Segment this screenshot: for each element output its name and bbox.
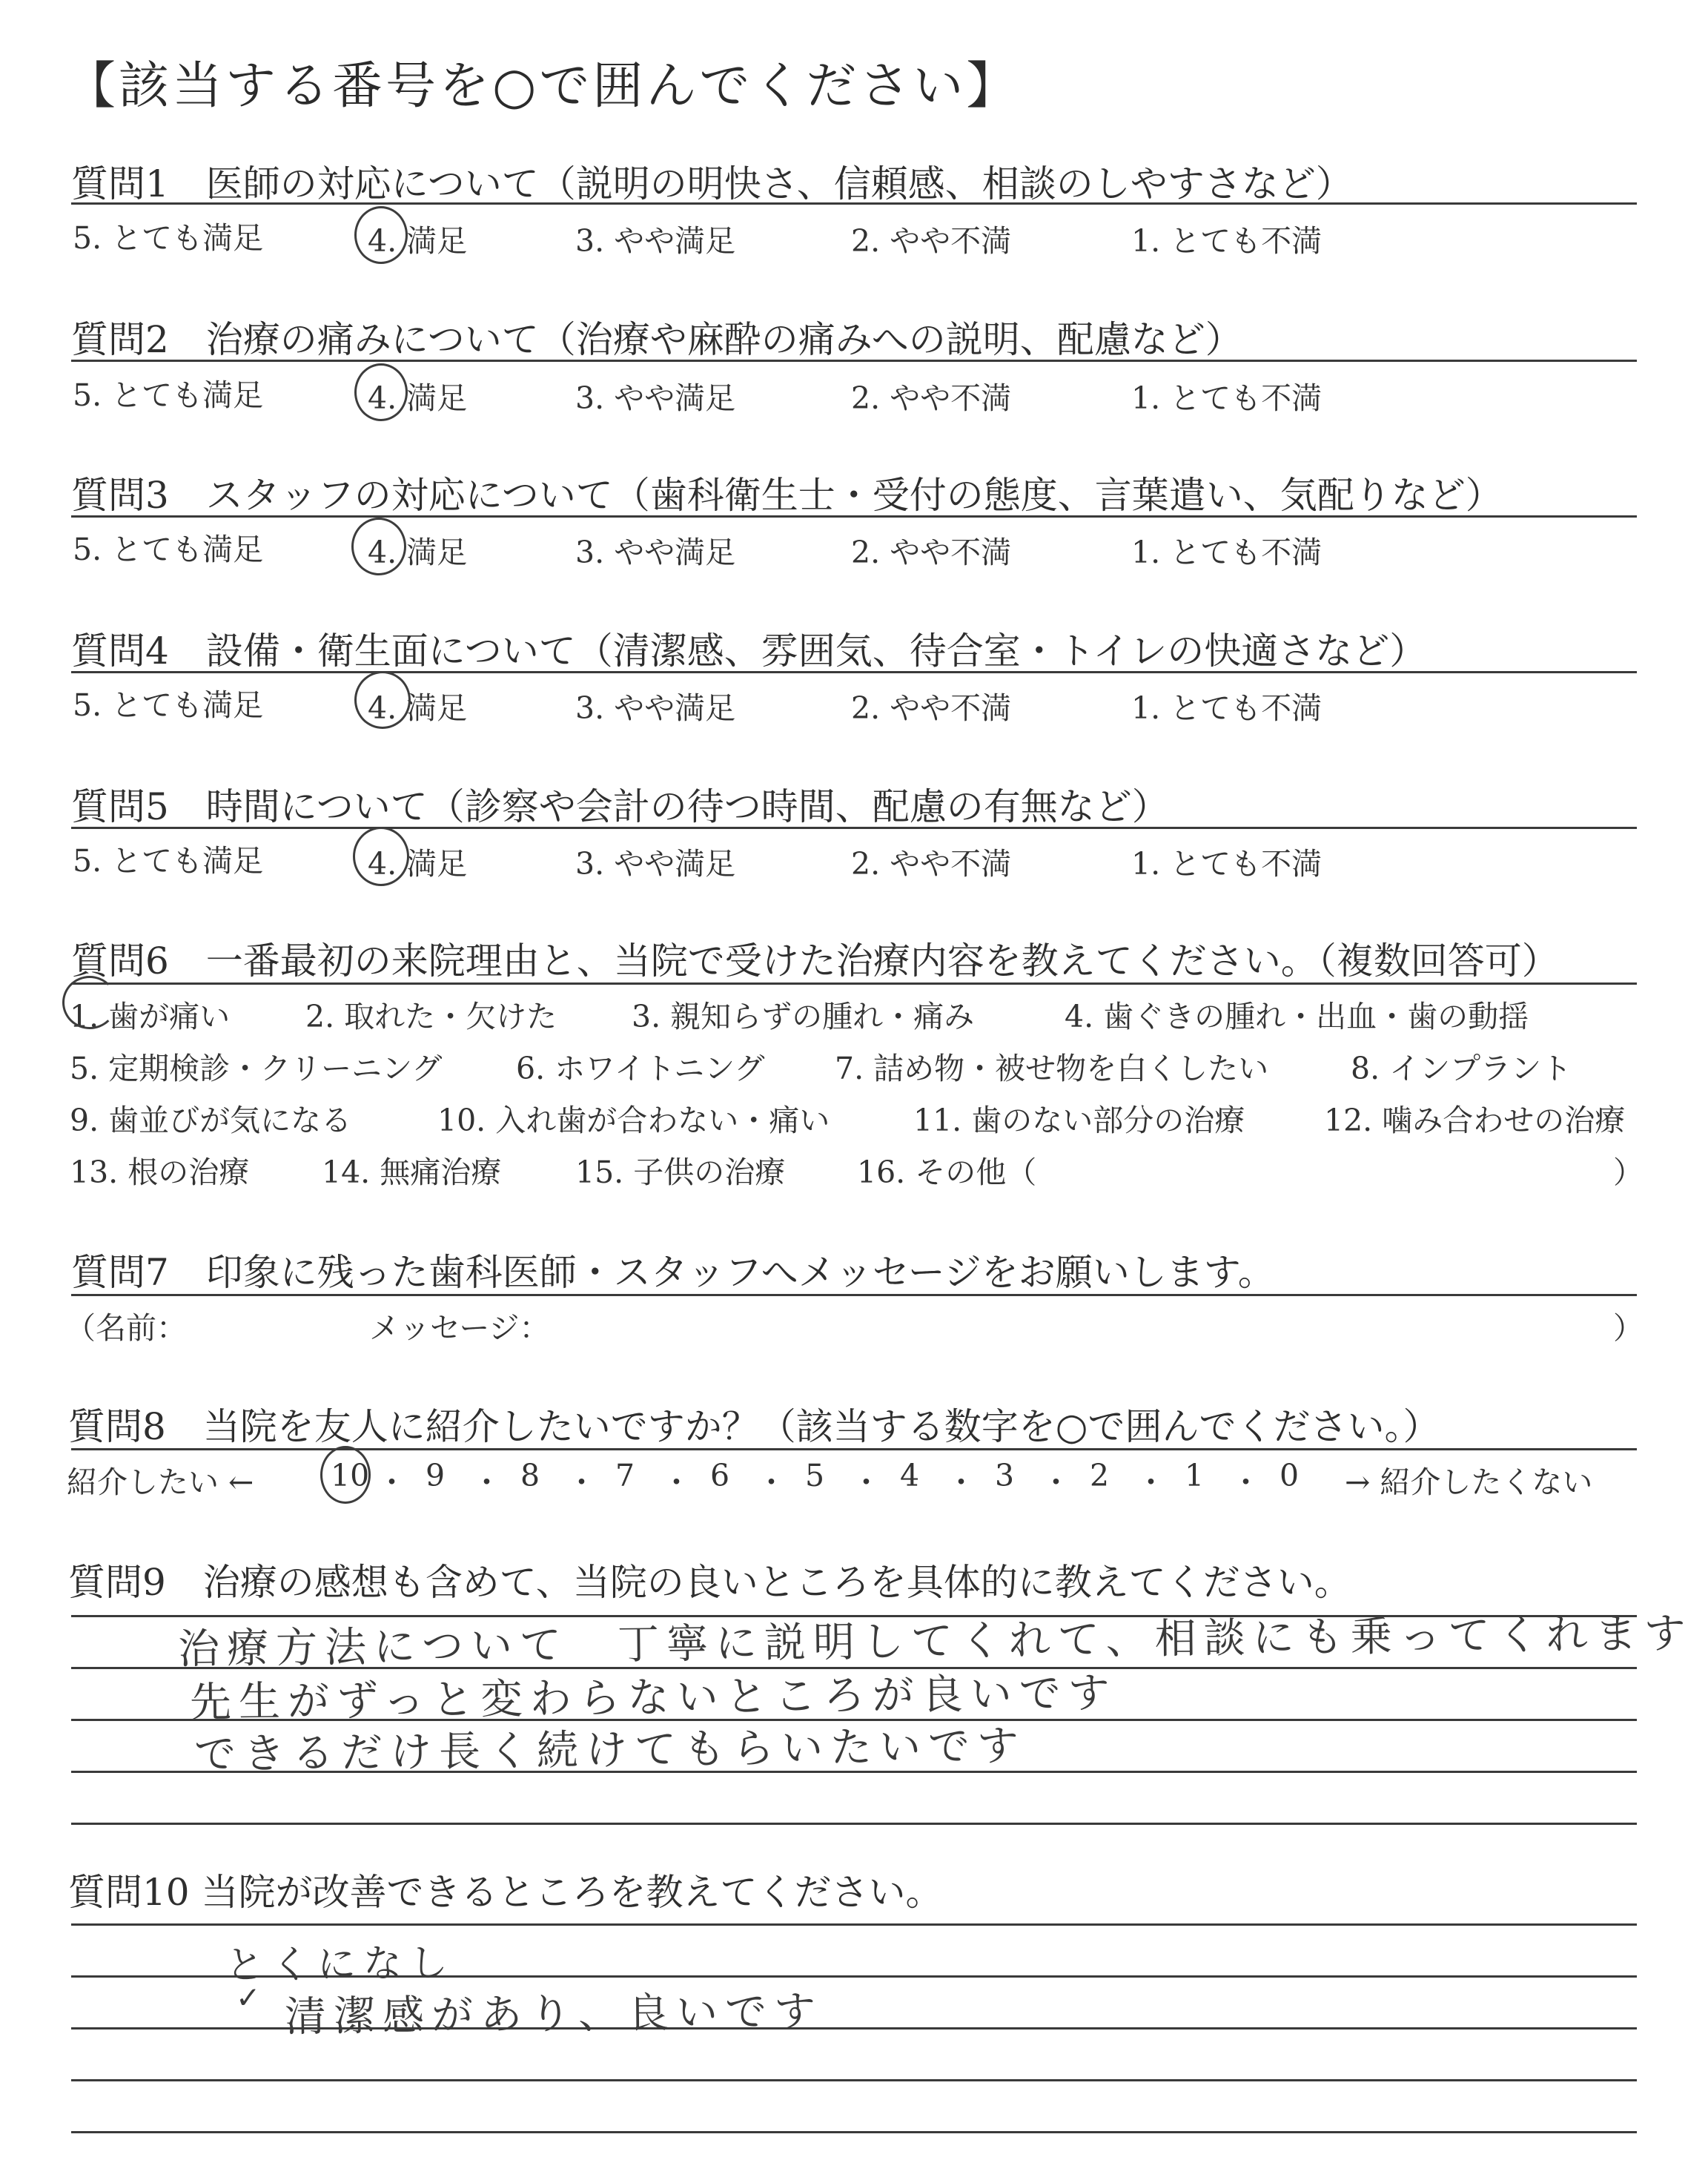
- q3-option-1[interactable]: 1. とても不満: [1131, 535, 1323, 570]
- q4-option-3[interactable]: 3. やや満足: [575, 690, 736, 726]
- q1-option-2[interactable]: 2. やや不満: [851, 223, 1012, 259]
- q3-selection-circle: [351, 518, 406, 575]
- q6-option-16-close: ）: [1613, 1155, 1644, 1190]
- q6-option-10[interactable]: 10. 入れ歯が合わない・痛い: [437, 1103, 830, 1138]
- q3-option-5[interactable]: 5. とても満足: [73, 532, 264, 567]
- q4-selection-circle: [354, 671, 411, 729]
- q10-check-mark: ✓: [235, 1981, 268, 2015]
- question-10-title: 質問10 当院が改善できるところを教えてください。: [68, 1871, 943, 1914]
- q3-option-2[interactable]: 2. やや不満: [851, 535, 1012, 570]
- q8-scale-value-5[interactable]: 5: [805, 1458, 825, 1493]
- q6-option-1[interactable]: 1. 歯が痛い: [70, 999, 231, 1034]
- q8-selection-circle: [320, 1446, 371, 1504]
- q3-option-3[interactable]: 3. やや満足: [575, 535, 736, 570]
- question-7-rule: [71, 1294, 1637, 1296]
- q10-answer-line-2: 清潔感があり、良いです: [284, 1987, 824, 2041]
- q1-option-3[interactable]: 3. やや満足: [575, 223, 736, 259]
- q8-scale-value-3[interactable]: 3: [995, 1458, 1015, 1493]
- question-3-title: 質問3 スタッフの対応について（歯科衛生士・受付の態度、言葉遣い、気配りなど）: [71, 474, 1503, 517]
- q2-option-5[interactable]: 5. とても満足: [73, 377, 264, 413]
- q6-option-11[interactable]: 11. 歯のない部分の治療: [913, 1103, 1245, 1138]
- q8-scale-separator: ・: [1136, 1464, 1166, 1500]
- question-8-title: 質問8 当院を友人に紹介したいですか？（該当する数字を○で囲んでください。）: [68, 1405, 1440, 1448]
- q10-answer-line-1: とくになし: [225, 1941, 456, 1988]
- q6-option-5[interactable]: 5. 定期検診・クリーニング: [70, 1051, 443, 1086]
- q10-line-1: [71, 1923, 1637, 1926]
- q6-option-16[interactable]: 16. その他（: [857, 1155, 1037, 1190]
- q4-option-5[interactable]: 5. とても満足: [73, 687, 264, 723]
- q3-option-4[interactable]: 4. 満足: [368, 535, 468, 570]
- question-4-rule: [71, 671, 1637, 673]
- q8-right-label: → 紹介したくない: [1345, 1464, 1593, 1500]
- q9-line-5: [71, 1823, 1637, 1825]
- q4-option-4[interactable]: 4. 満足: [368, 690, 468, 726]
- q8-scale-value-2[interactable]: 2: [1090, 1458, 1110, 1493]
- q6-option-12[interactable]: 12. 噛み合わせの治療: [1324, 1103, 1626, 1138]
- q6-option-4[interactable]: 4. 歯ぐきの腫れ・出血・歯の動揺: [1065, 999, 1529, 1034]
- q10-line-5: [71, 2131, 1637, 2133]
- q8-scale-separator: ・: [1231, 1464, 1261, 1500]
- q4-option-2[interactable]: 2. やや不満: [851, 690, 1012, 726]
- question-2-rule: [71, 360, 1637, 362]
- q8-scale-value-6[interactable]: 6: [710, 1458, 730, 1493]
- q6-option-15[interactable]: 15. 子供の治療: [575, 1155, 786, 1190]
- question-2-title: 質問2 治療の痛みについて（治療や麻酔の痛みへの説明、配慮など）: [71, 318, 1242, 361]
- question-9-title: 質問9 治療の感想も含めて、当院の良いところを具体的に教えてください。: [68, 1561, 1351, 1604]
- question-7-title: 質問7 印象に残った歯科医師・スタッフへメッセージをお願いします。: [71, 1251, 1275, 1294]
- q5-option-3[interactable]: 3. やや満足: [575, 846, 736, 882]
- q10-line-4: [71, 2079, 1637, 2081]
- q6-option-13[interactable]: 13. 根の治療: [70, 1155, 250, 1190]
- form-header: 【該当する番号を○で囲んでください】: [65, 57, 1020, 116]
- q5-option-4[interactable]: 4. 満足: [368, 846, 468, 882]
- q7-name-label: （名前：: [65, 1310, 187, 1346]
- question-6-rule: [71, 982, 1637, 985]
- question-1-title: 質問1 医師の対応について（説明の明快さ、信頼感、相談のしやすさなど）: [71, 162, 1353, 205]
- q5-option-1[interactable]: 1. とても不満: [1131, 846, 1323, 882]
- q6-option-7[interactable]: 7. 詰め物・被せ物を白くしたい: [835, 1051, 1269, 1086]
- q2-selection-circle: [354, 363, 408, 421]
- q8-scale-separator: ・: [471, 1464, 502, 1500]
- q6-option-6[interactable]: 6. ホワイトニング: [516, 1051, 765, 1086]
- q6-option-3[interactable]: 3. 親知らずの腫れ・痛み: [632, 999, 975, 1034]
- q8-scale-separator: ・: [851, 1464, 881, 1500]
- q8-scale-value-4[interactable]: 4: [900, 1458, 920, 1493]
- question-3-rule: [71, 515, 1637, 518]
- q1-option-5[interactable]: 5. とても満足: [73, 220, 264, 256]
- question-5-rule: [71, 827, 1637, 829]
- q8-scale-value-1[interactable]: 1: [1185, 1458, 1205, 1493]
- question-4-title: 質問4 設備・衛生面について（清潔感、雰囲気、待合室・トイレの快適さなど）: [71, 630, 1427, 673]
- q1-option-4[interactable]: 4. 満足: [368, 223, 468, 259]
- q2-option-4[interactable]: 4. 満足: [368, 380, 468, 416]
- q8-scale-separator: ・: [661, 1464, 692, 1500]
- q6-option-9[interactable]: 9. 歯並びが気になる: [70, 1103, 352, 1138]
- q6-option-2[interactable]: 2. 取れた・欠けた: [305, 999, 557, 1034]
- q8-scale-separator: ・: [377, 1464, 407, 1500]
- q8-scale-value-8[interactable]: 8: [520, 1458, 540, 1493]
- question-1-rule: [71, 202, 1637, 205]
- q8-scale-separator: ・: [566, 1464, 597, 1500]
- q9-answer-line-1: 治療方法について 丁寧に説明してくれて、相談にも乗ってくれます: [177, 1609, 1694, 1674]
- q2-option-3[interactable]: 3. やや満足: [575, 380, 736, 416]
- q5-option-2[interactable]: 2. やや不満: [851, 846, 1012, 882]
- question-8-rule: [71, 1448, 1637, 1450]
- q1-option-1[interactable]: 1. とても不満: [1131, 223, 1323, 259]
- q8-scale-separator: ・: [756, 1464, 787, 1500]
- q9-answer-line-2: 先生がずっと変わらないところが良いです: [189, 1668, 1117, 1727]
- q7-close-paren: ）: [1613, 1310, 1644, 1346]
- q8-scale-value-10[interactable]: 10: [331, 1458, 370, 1493]
- q6-option-8[interactable]: 8. インプラント: [1351, 1051, 1572, 1086]
- q8-scale-separator: ・: [946, 1464, 976, 1500]
- q6-option-14[interactable]: 14. 無痛治療: [322, 1155, 502, 1190]
- question-6-title: 質問6 一番最初の来院理由と、当院で受けた治療内容を教えてください。（複数回答可）: [71, 939, 1559, 982]
- q5-option-5[interactable]: 5. とても満足: [73, 843, 264, 879]
- q8-scale-value-9[interactable]: 9: [426, 1458, 446, 1493]
- q4-option-1[interactable]: 1. とても不満: [1131, 690, 1323, 726]
- q1-selection-circle: [354, 206, 408, 264]
- q5-selection-circle: [353, 827, 409, 886]
- q8-left-label: 紹介したい ←: [67, 1464, 254, 1500]
- q2-option-2[interactable]: 2. やや不満: [851, 380, 1012, 416]
- question-5-title: 質問5 時間について（診察や会計の待つ時間、配慮の有無など）: [71, 785, 1169, 828]
- q8-scale-value-0[interactable]: 0: [1280, 1458, 1300, 1493]
- q6-selection-circle: [62, 976, 117, 1029]
- q8-scale-value-7[interactable]: 7: [615, 1458, 635, 1493]
- q8-scale-separator: ・: [1041, 1464, 1071, 1500]
- q9-answer-line-3: できるだけ長く続けてもらいたいです: [193, 1722, 1027, 1779]
- q7-message-label: メッセージ：: [369, 1310, 550, 1346]
- q2-option-1[interactable]: 1. とても不満: [1131, 380, 1323, 416]
